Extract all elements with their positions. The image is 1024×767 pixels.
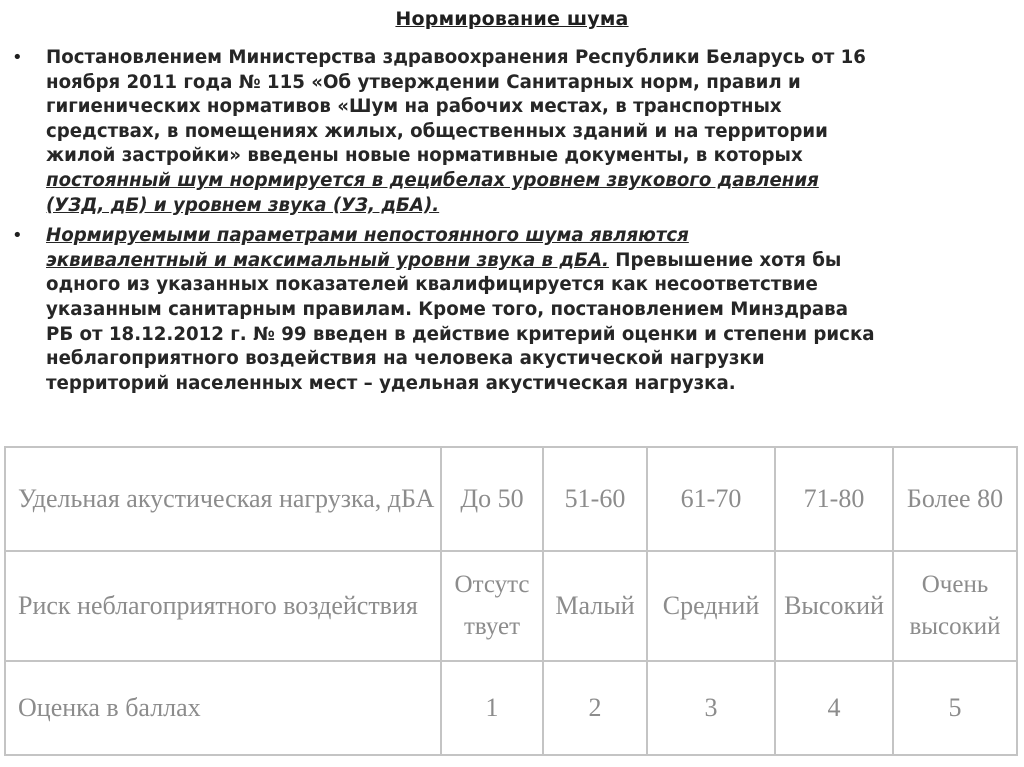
table-cell: 3 (647, 661, 775, 755)
emphasized-line: постоянный шум нормируется в децибелах уровнем звукового давления (46, 169, 819, 191)
table-cell: 1 (441, 661, 543, 755)
table-cell: Очень высокий (893, 551, 1017, 661)
row-header: Оценка в баллах (5, 661, 441, 755)
table-cell: 2 (543, 661, 647, 755)
table-cell: Более 80 (893, 447, 1017, 551)
emphasized-line: эквивалентный и максимальный уровни звука в дБА. (46, 249, 609, 271)
text-line: территорий населенных мест – удельная акустическая нагрузка. (46, 372, 736, 394)
text-line: гигиенических нормативов «Шум на рабочих местах, в транспортных (46, 96, 782, 118)
emphasized-line: (УЗД, дБ) и уровнем звука (УЗ, дБА). (46, 194, 440, 216)
table-row (5, 661, 1017, 755)
table-cell: 71-80 (775, 447, 893, 551)
table-cell: 61-70 (647, 447, 775, 551)
bullet-text (46, 46, 1002, 218)
bullet-item-parameters (12, 224, 1002, 396)
acoustic-load-table-container (4, 446, 1016, 754)
text-line: одного из указанных показателей квалифицируется как несоответствие (46, 274, 818, 296)
text-line: РБ от 18.12.2012 г. № 99 введен в действие критерий оценки и степени риска (46, 323, 875, 345)
text-line: указанным санитарным правилам. Кроме того, постановлением Минздрава (46, 298, 848, 320)
table-cell: Отсутс твует (441, 551, 543, 661)
bullet-text (46, 224, 1002, 396)
table-row (5, 551, 1017, 661)
table-cell: Малый (543, 551, 647, 661)
text-line: Постановлением Министерства здравоохранения Республики Беларусь от 16 (46, 47, 866, 68)
text-line: средствах, в помещениях жилых, общественных зданий и на территории (46, 120, 828, 142)
text-line: жилой застройки» введены новые нормативные документы, в которых (46, 145, 803, 167)
table-cell: Высокий (775, 551, 893, 661)
emphasized-line: Нормируемыми параметрами непостоянного шума являются (46, 225, 689, 247)
table-cell: 4 (775, 661, 893, 755)
text-line: ноября 2011 года № 115 «Об утверждении Санитарных норм, правил и (46, 71, 801, 93)
table-cell: До 50 (441, 447, 543, 551)
text-line: неблагоприятного воздействия на человека акустической нагрузки (46, 348, 765, 370)
table-row (5, 447, 1017, 551)
row-header: Удельная акустическая нагрузка, дБА (5, 447, 441, 551)
table-cell: Средний (647, 551, 775, 661)
bullet-list (12, 46, 1002, 396)
text-segment: Превышение хотя бы (608, 249, 842, 271)
acoustic-load-table (4, 446, 1018, 756)
row-header: Риск неблагоприятного воздействия (5, 551, 441, 661)
table-cell: 5 (893, 661, 1017, 755)
bullet-item-regulation (12, 46, 1002, 218)
bullet-icon: • (12, 225, 23, 247)
bullet-icon: • (12, 47, 23, 68)
page-title: Нормирование шума (395, 8, 629, 30)
table-cell: 51-60 (543, 447, 647, 551)
